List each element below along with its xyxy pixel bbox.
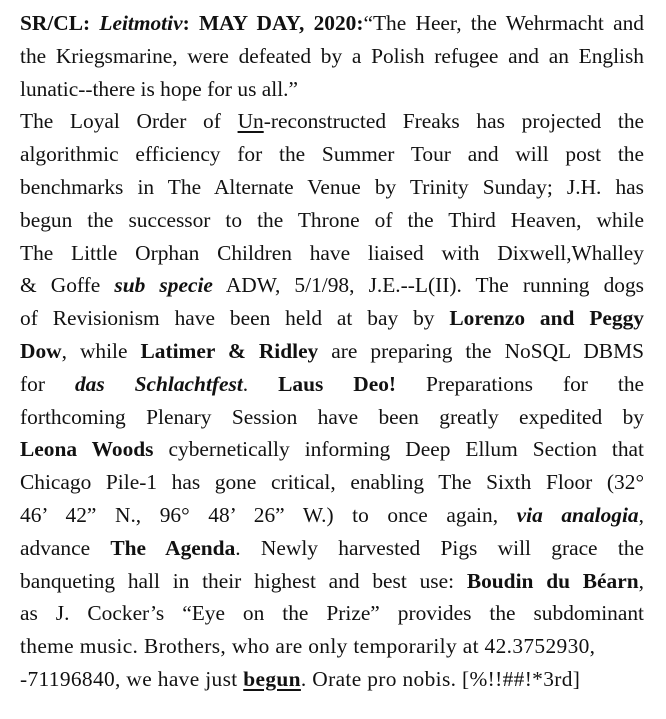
via-analogia: via analogia (516, 502, 639, 527)
body-line (20, 499, 644, 532)
body-text: . Orate pro nobis. [%!!##!*3rd] (300, 666, 581, 691)
header-motif: Leitmotiv (99, 11, 183, 35)
body-line (20, 302, 644, 335)
the-agenda: The Agenda (110, 535, 236, 560)
body-text: 46’ 42” N., 96° 48’ 26” W.) to once again, (20, 502, 517, 527)
body-text: advance (20, 535, 111, 560)
body-text: -reconstructed Freaks has projected the (263, 109, 645, 134)
body-line (20, 532, 644, 565)
latimer-ridley: Latimer & Ridley (140, 338, 319, 363)
body-text: banqueting hall in their highest and best use: (20, 568, 467, 593)
header-label: SR/CL: (20, 11, 91, 35)
body-line (20, 368, 644, 401)
header-paragraph (20, 7, 644, 105)
body-text: ADW, 5/1/98, J.E.--L(II). The running dogs (212, 273, 644, 298)
body-line: forthcoming Plenary Session have been greatly expedited by (20, 404, 644, 429)
body-line: benchmarks in The Alternate Venue by Trinity Sunday; J.H. has (20, 174, 644, 199)
body-text: , (638, 568, 644, 593)
body-line (20, 269, 644, 302)
body-text: . Newly harvested Pigs will grace the (235, 535, 644, 560)
body-line (20, 433, 644, 466)
body-line (20, 565, 644, 598)
document-text (20, 7, 644, 696)
un-underlined: Un (237, 109, 264, 134)
laus-deo: Laus Deo! (278, 371, 397, 396)
body-text: are preparing the NoSQL DBMS (318, 338, 644, 363)
begun-underlined: begun (243, 666, 301, 691)
header-colon: : (182, 11, 190, 35)
body-text: , while (61, 338, 141, 363)
body-line (20, 105, 644, 138)
sub-specie: sub specie (114, 273, 213, 298)
body-line (20, 335, 644, 368)
body-line: The Little Orphan Children have liaised with Dixwell,Whalley (20, 240, 644, 265)
leona-woods: Leona Woods (20, 437, 154, 462)
body-line: theme music. Brothers, who are only temporarily at 42.3752930, (20, 634, 596, 659)
header-quote: “The Heer, the Wehrmacht and the Kriegsmarine, were defeated by a Polish refugee and an English lunatic--there is hope for us all.” (20, 11, 644, 101)
body-text: . (242, 371, 279, 396)
body-text: of Revisionism have been held at bay by (20, 306, 450, 331)
body-line: begun the successor to the Throne of the Third Heaven, while (20, 207, 644, 232)
body-text: , (638, 502, 644, 527)
body-line: algorithmic efficiency for the Summer Tour and will post the (20, 142, 644, 167)
body-text: The Loyal Order of (20, 109, 238, 134)
lorenzo-peggy: Lorenzo and Peggy (449, 306, 644, 331)
body-text: -71196840, we have just (20, 666, 244, 691)
dow: Dow (20, 338, 62, 363)
body-paragraph (20, 105, 644, 695)
body-line: as J. Cocker’s “Eye on the Prize” provides the subdominant (20, 601, 644, 626)
body-text: Preparations for the (396, 371, 645, 396)
body-line: Chicago Pile-1 has gone critical, enabling The Sixth Floor (32° (20, 470, 644, 495)
body-line (20, 663, 644, 696)
das-schlachtfest: das Schlachtfest (74, 371, 243, 396)
body-text: cybernetically informing Deep Ellum Section that (153, 437, 644, 462)
body-text: for (20, 371, 75, 396)
boudin-du-bearn: Boudin du Béarn (466, 568, 639, 593)
body-text: & Goffe (20, 273, 115, 298)
header-date: MAY DAY, 2020: (198, 11, 364, 35)
